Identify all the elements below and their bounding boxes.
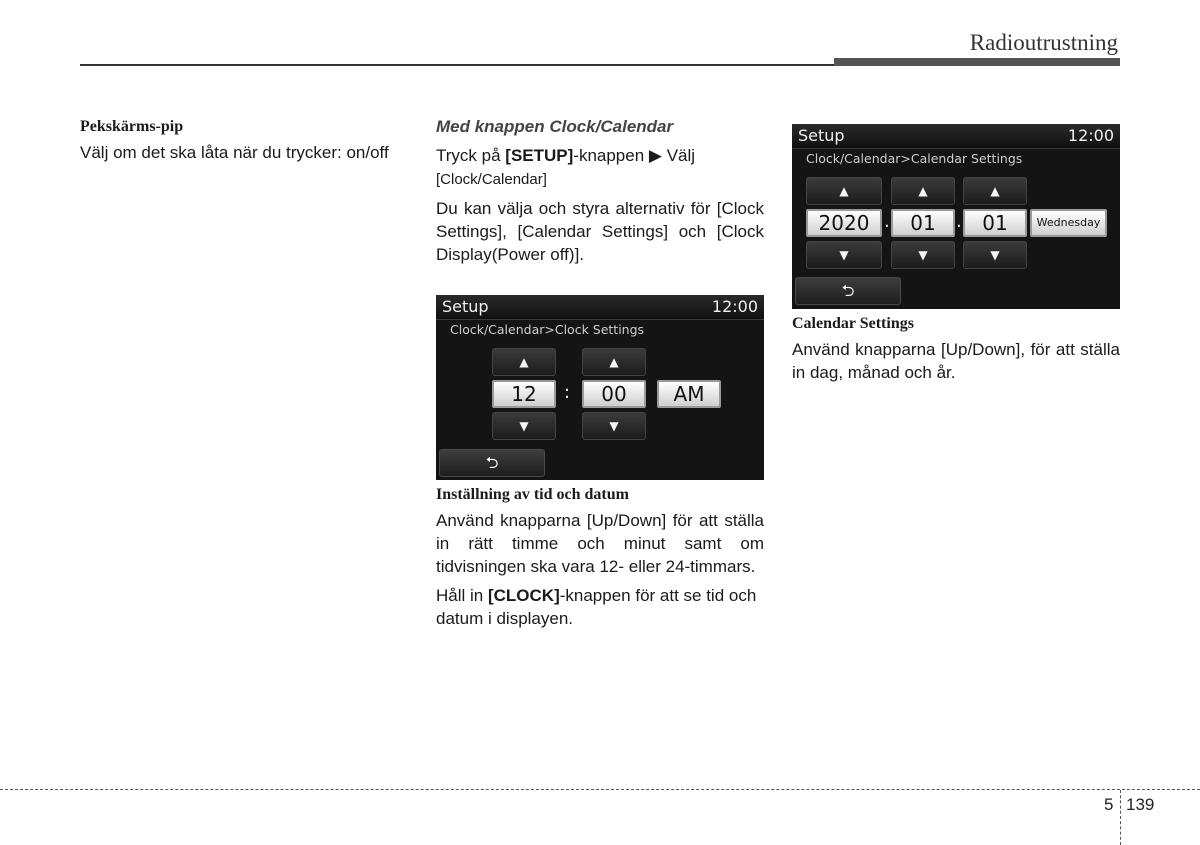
setup-text-end: Välj	[661, 146, 696, 165]
date-separator: .	[884, 211, 890, 232]
heading-touch-beep: Pekskärms-pip	[80, 118, 184, 135]
month-up-button[interactable]: ▲	[891, 177, 955, 205]
ampm-toggle[interactable]: AM	[657, 380, 721, 408]
setup-instruction	[436, 144, 764, 191]
setup-key: [SETUP]	[505, 146, 574, 165]
clock-key-pre: Håll in	[436, 586, 488, 605]
footer-vertical-rule	[1120, 790, 1121, 845]
screen-title: Setup	[442, 297, 489, 316]
minute-value: 00	[582, 380, 646, 408]
screen-time: 12:00	[711, 297, 758, 316]
back-button[interactable]: ⮌	[795, 277, 901, 305]
clock-settings-text: Använd knapparna [Up/Down] för att ställa in rätt timme och minut samt om tidvisningen ska vara 12- eller 24-timmars.	[436, 511, 764, 576]
date-separator: .	[956, 211, 962, 232]
setup-text-pre: Tryck på	[436, 146, 506, 165]
breadcrumb: Clock/Calendar>Calendar Settings	[806, 151, 1023, 166]
screen-time: 12:00	[1067, 126, 1114, 145]
month-down-button[interactable]: ▼	[891, 241, 955, 269]
footer-dashed-rule	[0, 789, 1200, 790]
month-value: 01	[891, 209, 955, 237]
middle-column-lower	[436, 486, 764, 630]
clock-calendar-menu: [Clock/Calendar]	[436, 171, 547, 188]
screen-title: Setup	[798, 126, 845, 145]
chapter-number: 5	[1104, 795, 1114, 814]
year-up-button[interactable]: ▲	[806, 177, 882, 205]
touch-beep-text: Välj om det ska låta när du trycker: on/off	[80, 143, 389, 162]
options-text: Du kan välja och styra alternativ för [Clock Settings], [Calendar Settings] och [Clock Display(Power off)].	[436, 199, 764, 264]
caption-calendar-settings: Calendar Settings	[792, 315, 914, 332]
breadcrumb: Clock/Calendar>Clock Settings	[450, 322, 645, 337]
setup-text-post: -knappen	[573, 146, 649, 165]
calendar-settings-screen	[792, 124, 1120, 309]
section-title: Radioutrustning	[969, 30, 1118, 55]
clock-key: [CLOCK]	[487, 586, 560, 605]
arrow-right-icon: ▶	[648, 146, 662, 165]
minute-up-button[interactable]: ▲	[582, 348, 646, 376]
clock-settings-screen	[436, 295, 764, 480]
year-down-button[interactable]: ▼	[806, 241, 882, 269]
hour-up-button[interactable]: ▲	[492, 348, 556, 376]
hour-value: 12	[492, 380, 556, 408]
caption-clock-settings: Inställning av tid och datum	[436, 486, 629, 503]
screen-topbar	[436, 295, 764, 320]
hour-down-button[interactable]: ▼	[492, 412, 556, 440]
right-column	[792, 315, 1120, 384]
minute-down-button[interactable]: ▼	[582, 412, 646, 440]
header-bar	[834, 58, 1120, 66]
back-button[interactable]: ⮌	[439, 449, 545, 477]
heading-clock-calendar: Med knappen Clock/Calendar	[436, 117, 674, 136]
year-value: 2020	[806, 209, 882, 237]
middle-column	[436, 117, 764, 266]
calendar-settings-text: Använd knapparna [Up/Down], för att ställa in dag, månad och år.	[792, 340, 1120, 382]
page-number: 139	[1126, 795, 1155, 814]
time-separator: :	[564, 382, 571, 403]
day-up-button[interactable]: ▲	[963, 177, 1027, 205]
clock-key-post: -knappen för att se tid och datum i displayen.	[436, 586, 757, 628]
left-column	[80, 118, 408, 164]
weekday-value: Wednesday	[1030, 209, 1107, 237]
day-down-button[interactable]: ▼	[963, 241, 1027, 269]
screen-topbar	[792, 124, 1120, 149]
clock-key-text	[436, 584, 764, 630]
day-value: 01	[963, 209, 1027, 237]
